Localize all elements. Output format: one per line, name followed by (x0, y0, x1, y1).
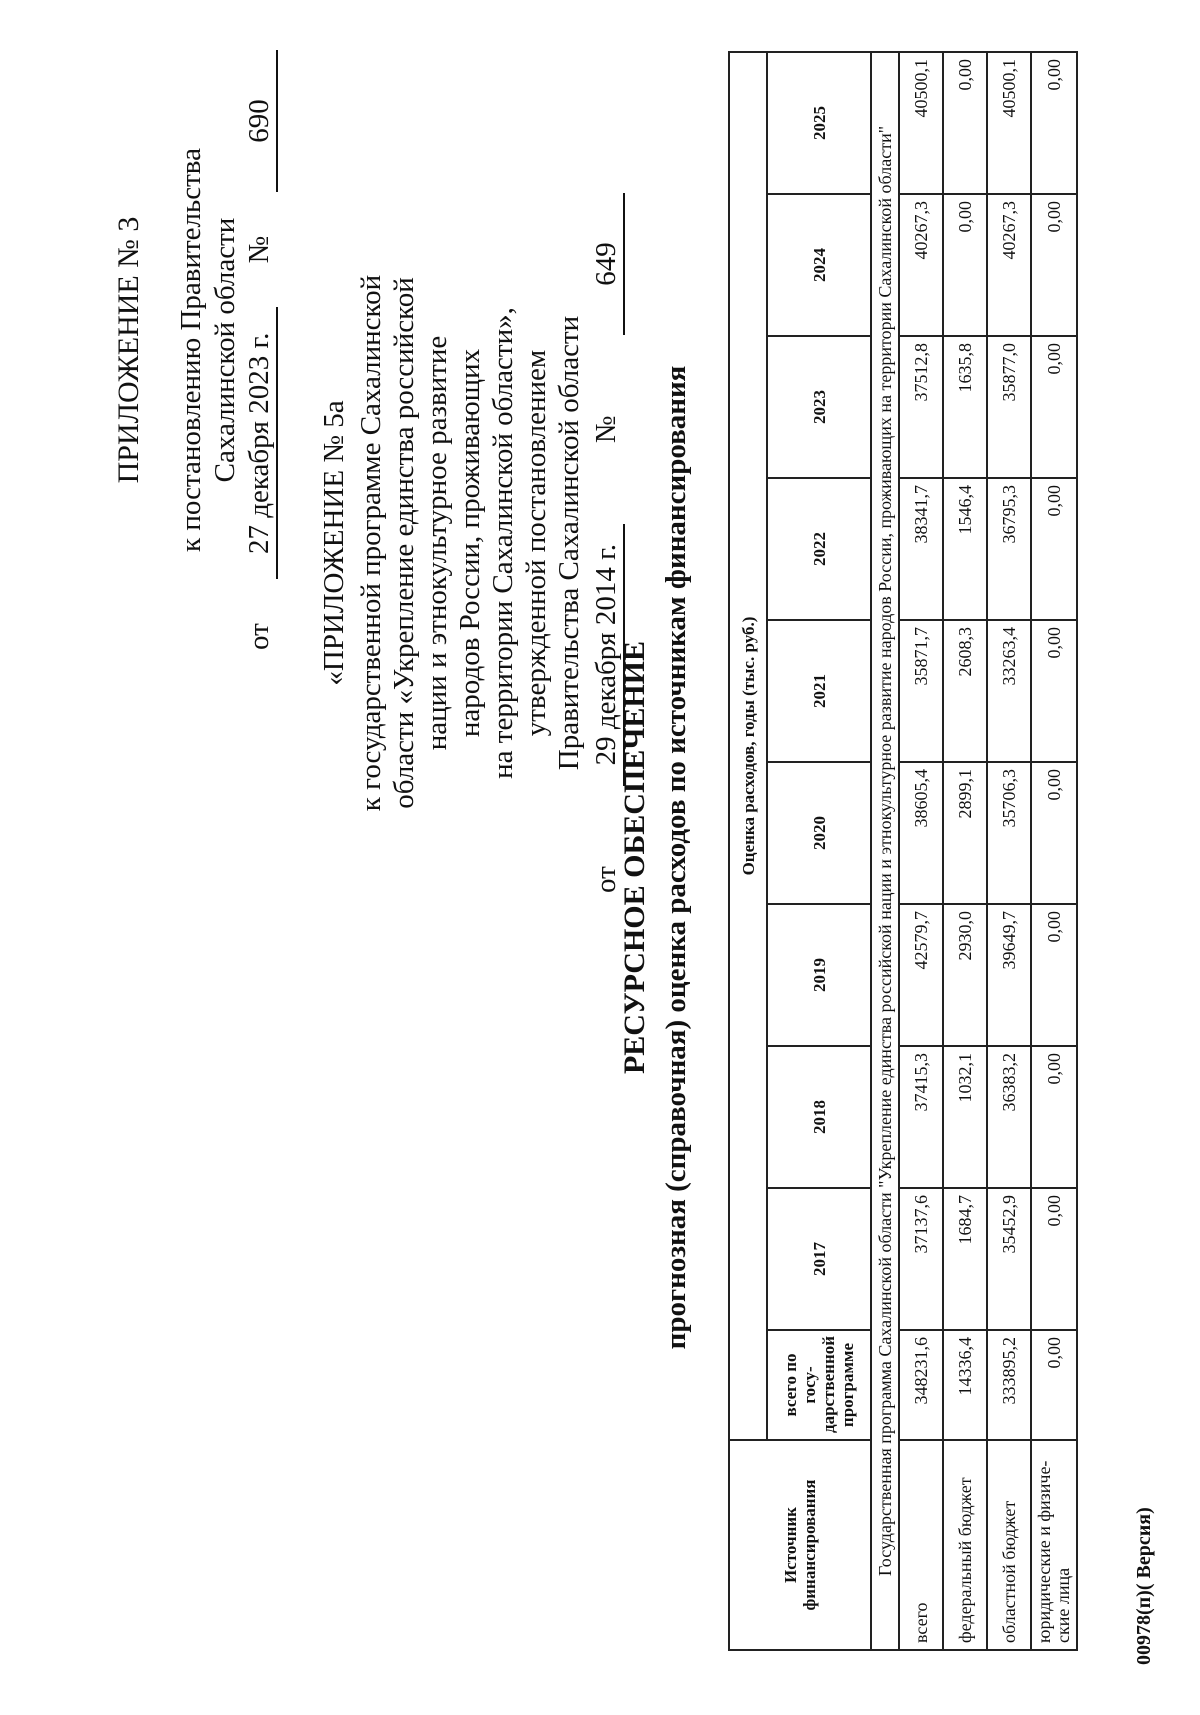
appendix-line: Правительства Сахалинской области (553, 315, 585, 771)
value-cell: 39649,7 (987, 904, 1031, 1046)
appendix-line: к государственной программе Сахалинской (355, 274, 387, 812)
appendix-number: 649 (590, 193, 625, 335)
col-header-year: 2019 (767, 904, 871, 1046)
program-name-row: Государственная программа Сахалинской области "Укрепление единства российской нации и этнокультурное развитие народов России, проживающих на территории Сахалинской области" (871, 52, 899, 1650)
col-header-year: 2022 (767, 478, 871, 620)
number-sign: № (590, 415, 622, 444)
resolution-line-2: Сахалинской области (209, 217, 241, 483)
number-sign: № (243, 235, 275, 264)
col-header-source: Источник финансирования (729, 1440, 871, 1650)
value-cell: 42579,7 (899, 904, 943, 1046)
value-cell: 0,00 (1031, 762, 1077, 904)
col-header-year: 2025 (767, 52, 871, 194)
value-cell: 37137,6 (899, 1188, 943, 1330)
appendix-title: «ПРИЛОЖЕНИЕ № 5а (318, 400, 350, 686)
value-cell: 40500,1 (899, 52, 943, 194)
value-cell: 35877,0 (987, 336, 1031, 478)
col-header-year: 2021 (767, 620, 871, 762)
value-cell: 38341,7 (899, 478, 943, 620)
col-header-estimate: Оценка расходов, годы (тыс. руб.) (729, 52, 767, 1440)
appendix-date: 29 декабря 2014 г. (590, 524, 625, 786)
appendix-line: нации и этнокультурное развитие (421, 335, 453, 751)
table-row (943, 52, 987, 1650)
appendix-header (318, 193, 625, 893)
value-cell: 0,00 (1031, 478, 1077, 620)
value-cell: 2930,0 (943, 904, 987, 1046)
source-cell: федеральный бюджет (943, 1440, 987, 1650)
source-cell: юридические и физиче-ские лица (1031, 1440, 1077, 1650)
value-cell: 2899,1 (943, 762, 987, 904)
appendix-line: утвержденной постановлением (520, 349, 552, 737)
document-code: 00978(п)( Версия) (1133, 1507, 1155, 1665)
value-cell: 0,00 (1031, 194, 1077, 336)
value-cell: 0,00 (1031, 1188, 1077, 1330)
value-cell: 40500,1 (987, 52, 1031, 194)
resolution-line-1: к постановлению Правительства (175, 148, 207, 552)
value-cell: 35706,3 (987, 762, 1031, 904)
value-cell: 33263,4 (987, 620, 1031, 762)
resolution-header (112, 50, 278, 650)
value-cell: 2608,3 (943, 620, 987, 762)
attachment-title: ПРИЛОЖЕНИЕ № 3 (112, 216, 145, 484)
col-header-year: 2020 (767, 762, 871, 904)
value-cell: 1032,1 (943, 1046, 987, 1188)
value-cell: 0,00 (1031, 52, 1077, 194)
table-row (987, 52, 1031, 1650)
value-cell: 36795,3 (987, 478, 1031, 620)
value-cell: 1684,7 (943, 1188, 987, 1330)
appendix-line: народов России, проживающих (454, 348, 486, 738)
resolution-date-line (242, 50, 278, 650)
col-header-year: 2023 (767, 336, 871, 478)
source-cell: всего (899, 1440, 943, 1650)
appendix-line: области «Укрепление единства российской (388, 277, 420, 809)
col-header-year: 2018 (767, 1046, 871, 1188)
from-label: от (243, 623, 275, 650)
document-subtitle: прогнозная (справочная) оценка расходов по источникам финансирования (660, 365, 692, 1350)
value-cell: 40267,3 (987, 194, 1031, 336)
col-header-year: 2017 (767, 1188, 871, 1330)
value-cell: 40267,3 (899, 194, 943, 336)
total-cell: 333895,2 (987, 1330, 1031, 1440)
source-cell: областной бюджет (987, 1440, 1031, 1650)
document-title: РЕСУРСНОЕ ОБЕСПЕЧЕНИЕ (618, 640, 651, 1075)
value-cell: 38605,4 (899, 762, 943, 904)
value-cell: 1546,4 (943, 478, 987, 620)
value-cell: 0,00 (1031, 620, 1077, 762)
from-label: от (590, 866, 622, 893)
value-cell: 0,00 (1031, 904, 1077, 1046)
total-cell: 348231,6 (899, 1330, 943, 1440)
value-cell: 0,00 (943, 194, 987, 336)
col-header-total: всего по госу-дарственной программе (767, 1330, 871, 1440)
appendix-line: на территории Сахалинской области», (487, 307, 519, 779)
resolution-date: 27 декабря 2023 г. (242, 307, 278, 579)
value-cell: 35452,9 (987, 1188, 1031, 1330)
value-cell: 37512,8 (899, 336, 943, 478)
value-cell: 36383,2 (987, 1046, 1031, 1188)
value-cell: 0,00 (943, 52, 987, 194)
total-cell: 14336,4 (943, 1330, 987, 1440)
total-cell: 0,00 (1031, 1330, 1077, 1440)
value-cell: 35871,7 (899, 620, 943, 762)
value-cell: 1635,8 (943, 336, 987, 478)
table-row (899, 52, 943, 1650)
financing-table (728, 51, 1078, 1651)
table-row (1031, 52, 1077, 1650)
resolution-number: 690 (242, 50, 278, 192)
value-cell: 0,00 (1031, 1046, 1077, 1188)
col-header-year: 2024 (767, 194, 871, 336)
value-cell: 37415,3 (899, 1046, 943, 1188)
value-cell: 0,00 (1031, 336, 1077, 478)
